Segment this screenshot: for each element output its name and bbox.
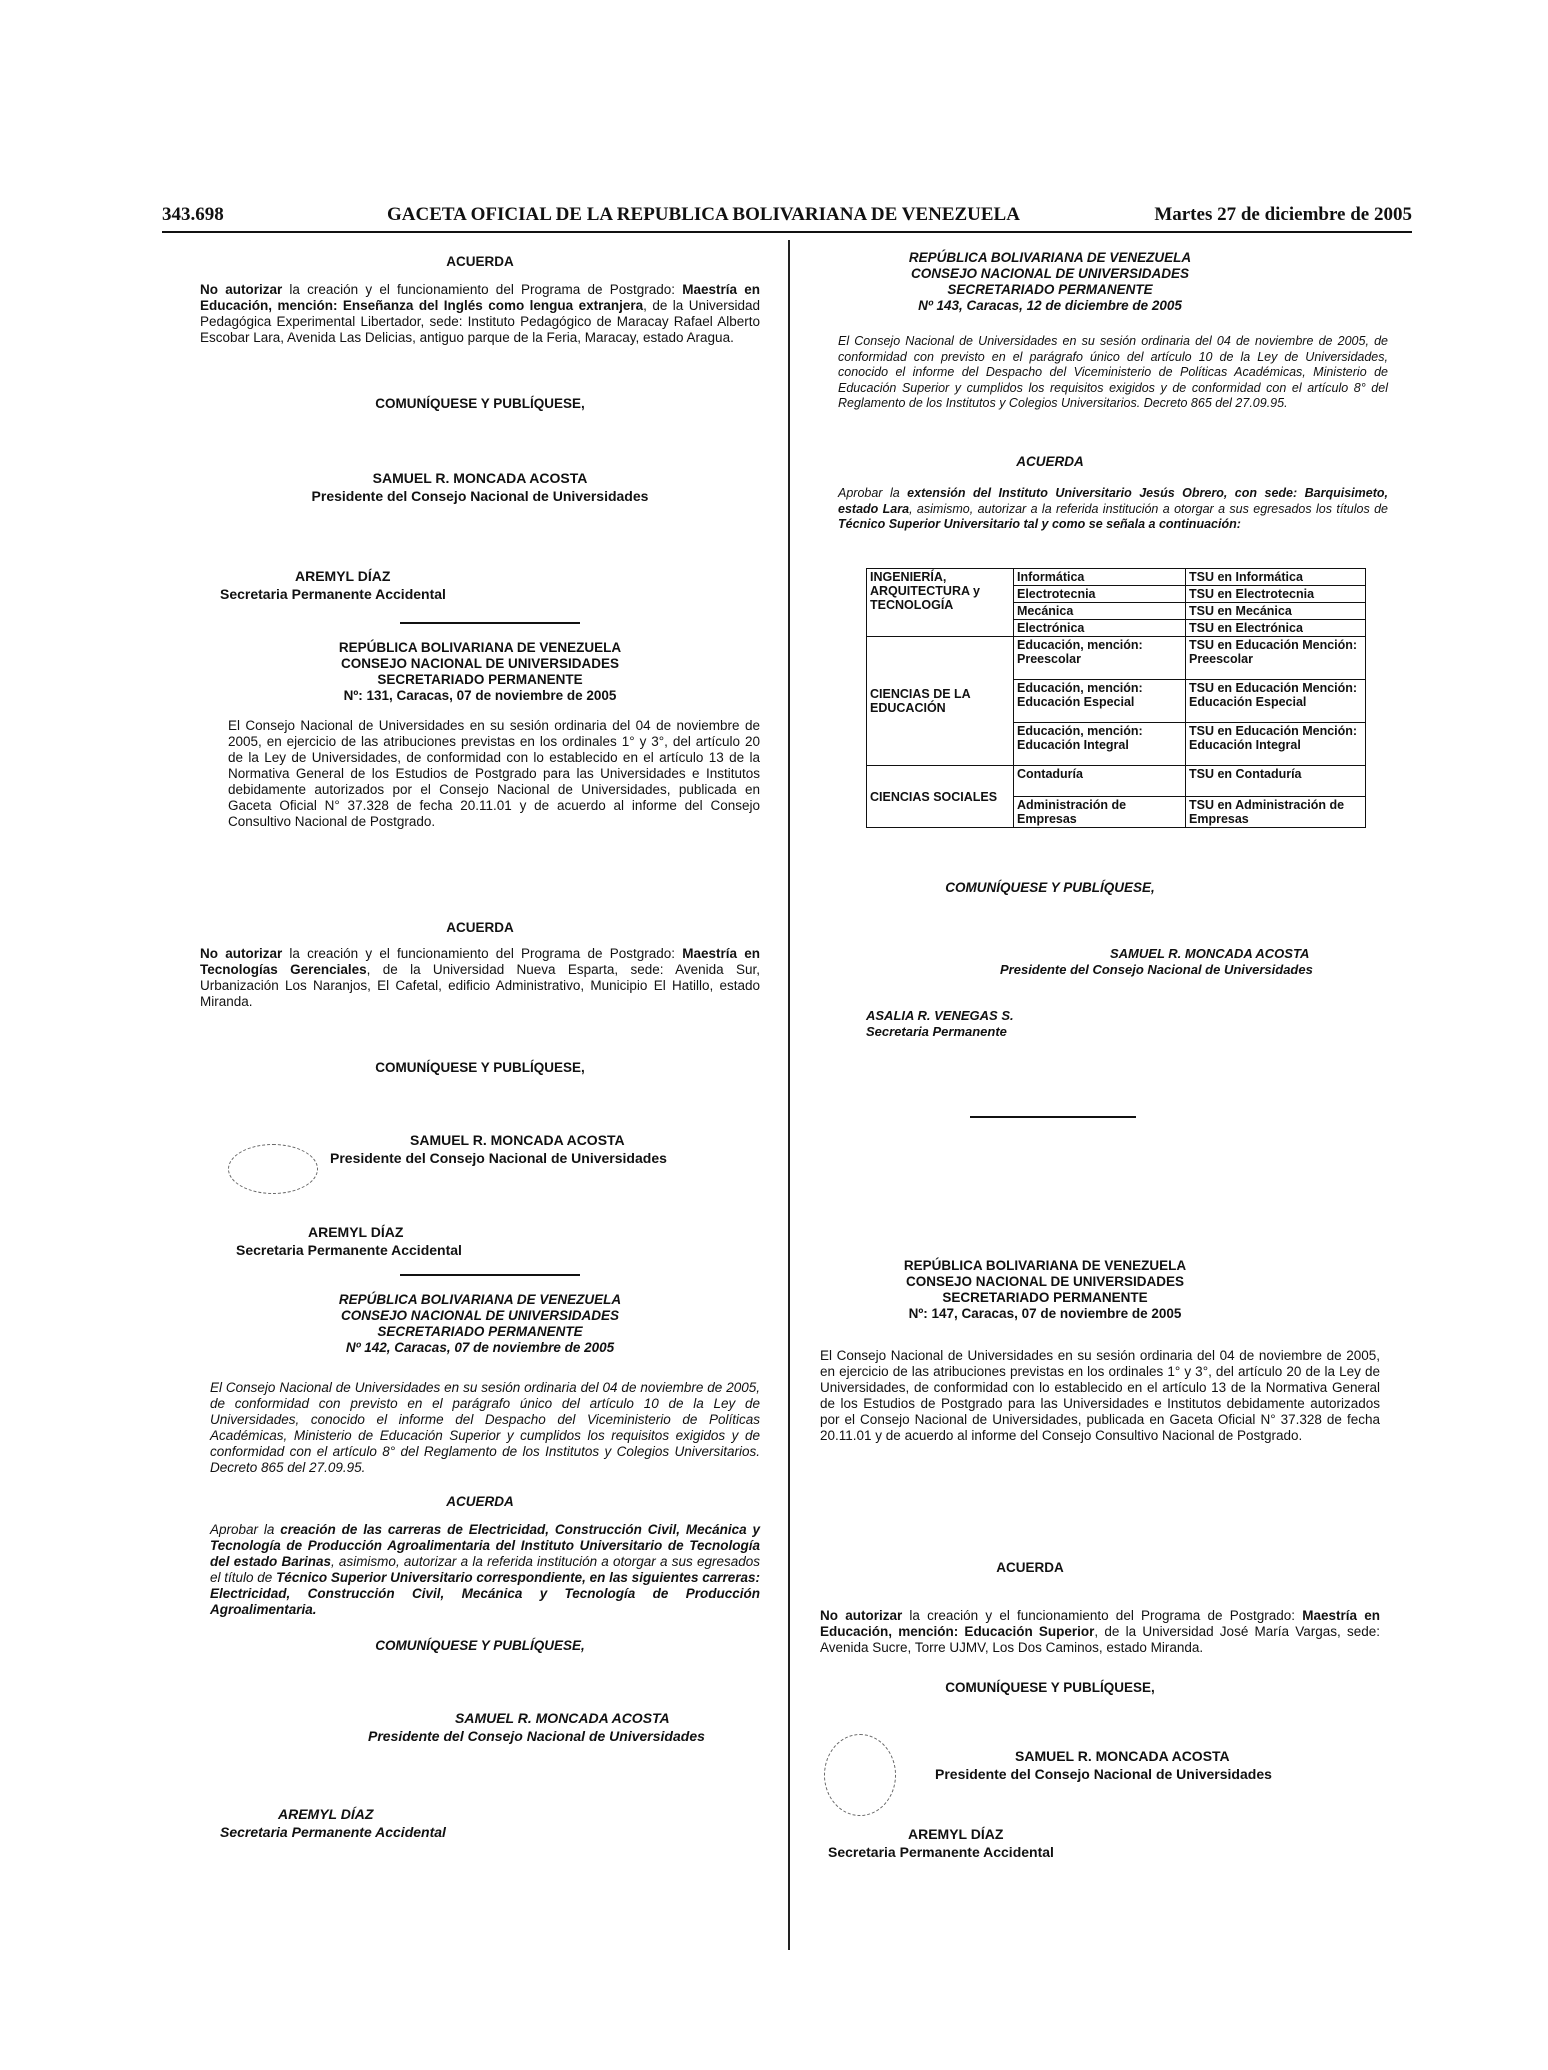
preamble-text: El Consejo Nacional de Universidades en su sesión ordinaria del 04 de noviembre de 2005, en ejercicio de las atribuciones previstas en los ordinales 1° y 3°, del artículo 20 de la Ley de Universidades, de conformidad con lo establecido en el artículo 13 de la Normativa General de los Estudios de Postgrado para las Universidades e Institutos debidamente autorizados por el Consejo Nacional de Universidades, publicada en Gaceta Oficial N° 37.328 de fecha 20.11.01 y de acuerdo al informe del Consejo Consultivo Nacional de Postgrado. — [228, 718, 760, 829]
gazette-title: GACETA OFICIAL DE LA REPUBLICA BOLIVARIANA DE VENEZUELA — [387, 204, 1020, 225]
resolution-text: Aprobar la extensión del Instituto Universitario Jesús Obrero, con sede: Barquisimeto, estado Lara, asimismo, autorizar a la referida institución a otorgar a sus egresados los títulos de Técnico Superior Universitario tal y como se señala a continuación: — [838, 486, 1388, 531]
council-heading: CONSEJO NACIONAL DE UNIVERSIDADES — [905, 1274, 1185, 1289]
resolution-text: No autorizar la creación y el funcionamiento del Programa de Postgrado: Maestría en Tecnologías Gerenciales, de la Universidad Nueva Esparta, sede: Avenida Sur, Urbanización Los Naranjos, El Cafetal, edificio Administrativo, Municipio El Hatillo, estado Miranda. — [200, 946, 760, 1009]
resolution-number: Nº 143, Caracas, 12 de diciembre de 2005 — [918, 298, 1182, 313]
area-cell: CIENCIAS SOCIALES — [867, 766, 1014, 828]
career-cell: Electrónica — [1014, 620, 1186, 637]
separator-rule — [970, 1116, 1136, 1118]
table-row — [867, 569, 1366, 586]
republic-heading: REPÚBLICA BOLIVARIANA DE VENEZUELA — [338, 640, 622, 655]
signatory-role: Presidente del Consejo Nacional de Universidades — [368, 1728, 705, 1744]
secretary-name: AREMYL DÍAZ — [308, 1224, 404, 1240]
separator-rule — [400, 1274, 580, 1276]
secretary-name: AREMYL DÍAZ — [295, 568, 391, 584]
acuerda-heading: ACUERDA — [446, 254, 514, 269]
republic-heading: REPÚBLICA BOLIVARIANA DE VENEZUELA — [338, 1292, 622, 1307]
title-cell: TSU en Electrónica — [1186, 620, 1366, 637]
career-cell: Informática — [1014, 569, 1186, 586]
council-heading: CONSEJO NACIONAL DE UNIVERSIDADES — [340, 1308, 620, 1323]
signatory-name: SAMUEL R. MONCADA ACOSTA — [1015, 1748, 1230, 1764]
title-cell: TSU en Informática — [1186, 569, 1366, 586]
signatory-role: Presidente del Consejo Nacional de Universidades — [1000, 962, 1313, 977]
acuerda-heading: ACUERDA — [446, 920, 514, 935]
closing-formula: COMUNÍQUESE Y PUBLÍQUESE, — [945, 880, 1155, 895]
preamble-text: El Consejo Nacional de Universidades en su sesión ordinaria del 04 de noviembre de 2005, en ejercicio de las atribuciones previstas en los ordinales 1° y 3°, del artículo 20 de la Ley de Universidades, de conformidad con lo establecido en el artículo 13 de la Normativa General de los Estudios de Postgrado para las Universidades e Institutos debidamente autorizados por el Consejo Nacional de Universidades, publicada en Gaceta Oficial N° 37.328 de fecha 20.11.01 y de acuerdo al informe del Consejo Consultivo Nacional de Postgrado. — [820, 1348, 1380, 1443]
acuerda-heading: ACUERDA — [996, 1560, 1064, 1575]
resolution-number: Nº: 147, Caracas, 07 de noviembre de 2005 — [908, 1306, 1182, 1321]
table-row — [867, 637, 1366, 680]
secretary-name: AREMYL DÍAZ — [278, 1806, 374, 1822]
council-heading: CONSEJO NACIONAL DE UNIVERSIDADES — [340, 656, 620, 671]
title-cell: TSU en Educación Mención: Preescolar — [1186, 637, 1366, 680]
preamble-text: El Consejo Nacional de Universidades en su sesión ordinaria del 04 de noviembre de 2005, de conformidad con previsto en el parágrafo único del artículo 10 de la Ley de Universidades, conocido el informe del Despacho del Viceministerio de Políticas Académicas, Ministerio de Educación Superior y cumplidos los requisitos exigidos y de conformidad con el artículo 8° del Reglamento de los Institutos y Colegios Universitarios. Decreto 865 del 27.09.95. — [210, 1380, 760, 1475]
secretariat-heading: SECRETARIADO PERMANENTE — [377, 672, 583, 687]
signatory-name: SAMUEL R. MONCADA ACOSTA — [1110, 946, 1310, 961]
title-cell: TSU en Educación Mención: Educación Integral — [1186, 723, 1366, 766]
area-cell: INGENIERÍA, ARQUITECTURA y TECNOLOGÍA — [867, 569, 1014, 637]
acuerda-heading: ACUERDA — [446, 1494, 514, 1509]
column-divider — [788, 240, 790, 1950]
acuerda-heading: ACUERDA — [1016, 454, 1084, 469]
title-cell: TSU en Administración de Empresas — [1186, 797, 1366, 828]
title-cell: TSU en Electrotecnia — [1186, 586, 1366, 603]
closing-formula: COMUNÍQUESE Y PUBLÍQUESE, — [945, 1680, 1155, 1695]
career-cell: Educación, mención: Preescolar — [1014, 637, 1186, 680]
resolution-number: Nº 142, Caracas, 07 de noviembre de 2005 — [345, 1340, 615, 1355]
career-cell: Contaduría — [1014, 766, 1186, 797]
secretary-name: ASALIA R. VENEGAS S. — [866, 1008, 1014, 1023]
career-cell: Administración de Empresas — [1014, 797, 1186, 828]
secretary-role: Secretaria Permanente Accidental — [220, 586, 446, 602]
secretary-role: Secretaria Permanente — [866, 1024, 1007, 1039]
area-cell: CIENCIAS DE LA EDUCACIÓN — [867, 637, 1014, 766]
title-cell: TSU en Mecánica — [1186, 603, 1366, 620]
secretary-name: AREMYL DÍAZ — [908, 1826, 1004, 1842]
preamble-text: El Consejo Nacional de Universidades en su sesión ordinaria del 04 de noviembre de 2005, de conformidad con previsto en el parágrafo único del artículo 10 de la Ley de Universidades, conocido el informe del Despacho del Viceministerio de Políticas Académicas, Ministerio de Educación Superior y cumplidos los requisitos exigidos y de conformidad con el artículo 8° del Reglamento de los Institutos y Colegios Universitarios. Decreto 865 del 27.09.95. — [838, 334, 1388, 410]
header-rule — [162, 231, 1412, 233]
signatory-role: Presidente del Consejo Nacional de Universidades — [330, 1150, 667, 1166]
secretary-role: Secretaria Permanente Accidental — [236, 1242, 462, 1258]
republic-heading: REPÚBLICA BOLIVARIANA DE VENEZUELA — [908, 250, 1192, 265]
seal-stamp — [228, 1144, 318, 1194]
seal-stamp — [824, 1734, 896, 1816]
table-row — [867, 766, 1366, 797]
page-header — [162, 204, 1412, 234]
closing-formula: COMUNÍQUESE Y PUBLÍQUESE, — [375, 1060, 585, 1075]
secretary-role: Secretaria Permanente Accidental — [220, 1824, 446, 1840]
issue-date: Martes 27 de diciembre de 2005 — [1154, 204, 1412, 225]
page-number: 343.698 — [162, 204, 224, 225]
secretariat-heading: SECRETARIADO PERMANENTE — [377, 1324, 583, 1339]
council-heading: CONSEJO NACIONAL DE UNIVERSIDADES — [910, 266, 1190, 281]
secretary-role: Secretaria Permanente Accidental — [828, 1844, 1054, 1860]
resolution-number: Nº: 131, Caracas, 07 de noviembre de 2005 — [343, 688, 617, 703]
signatory-name: SAMUEL R. MONCADA ACOSTA — [410, 1132, 625, 1148]
resolution-text: No autorizar la creación y el funcionamiento del Programa de Postgrado: Maestría en Educación, mención: Enseñanza del Inglés como lengua extranjera, de la Universidad Pedagógica Experimental Libertador, sede: Instituto Pedagógico de Maracay Rafael Alberto Escobar Lara, Avenida Las Delicias, antiguo parque de la Feria, Maracay, estado Aragua. — [200, 282, 760, 345]
signatory-role: Presidente del Consejo Nacional de Universidades — [935, 1766, 1272, 1782]
signatory-name: SAMUEL R. MONCADA ACOSTA — [372, 470, 588, 486]
title-cell: TSU en Contaduría — [1186, 766, 1366, 797]
resolution-text: No autorizar la creación y el funcionamiento del Programa de Postgrado: Maestría en Educación, mención: Educación Superior, de la Universidad José María Vargas, sede: Avenida Sucre, Torre UJMV, Los Dos Caminos, estado Miranda. — [820, 1608, 1381, 1655]
republic-heading: REPÚBLICA BOLIVARIANA DE VENEZUELA — [903, 1258, 1187, 1273]
career-cell: Educación, mención: Educación Integral — [1014, 723, 1186, 766]
separator-rule — [400, 622, 580, 624]
career-cell: Electrotecnia — [1014, 586, 1186, 603]
secretariat-heading: SECRETARIADO PERMANENTE — [947, 282, 1153, 297]
closing-formula: COMUNÍQUESE Y PUBLÍQUESE, — [375, 396, 585, 411]
career-cell: Educación, mención: Educación Especial — [1014, 680, 1186, 723]
signatory-role: Presidente del Consejo Nacional de Universidades — [311, 488, 649, 504]
signatory-name: SAMUEL R. MONCADA ACOSTA — [455, 1710, 670, 1726]
secretariat-heading: SECRETARIADO PERMANENTE — [942, 1290, 1148, 1305]
closing-formula: COMUNÍQUESE Y PUBLÍQUESE, — [375, 1638, 585, 1653]
title-cell: TSU en Educación Mención: Educación Especial — [1186, 680, 1366, 723]
careers-table — [866, 568, 1366, 828]
resolution-text: Aprobar la creación de las carreras de Electricidad, Construcción Civil, Mecánica y Tecnología de Producción Agroalimentaria del Instituto Universitario de Tecnología del estado Barinas, asimismo, autorizar a la referida institución a otorgar a sus egresados el título de Técnico Superior Universitario correspondiente, en las siguientes carreras: Electricidad, Construcción Civil, Mecánica y Tecnología de Producción Agroalimentaria. — [210, 1522, 761, 1617]
career-cell: Mecánica — [1014, 603, 1186, 620]
